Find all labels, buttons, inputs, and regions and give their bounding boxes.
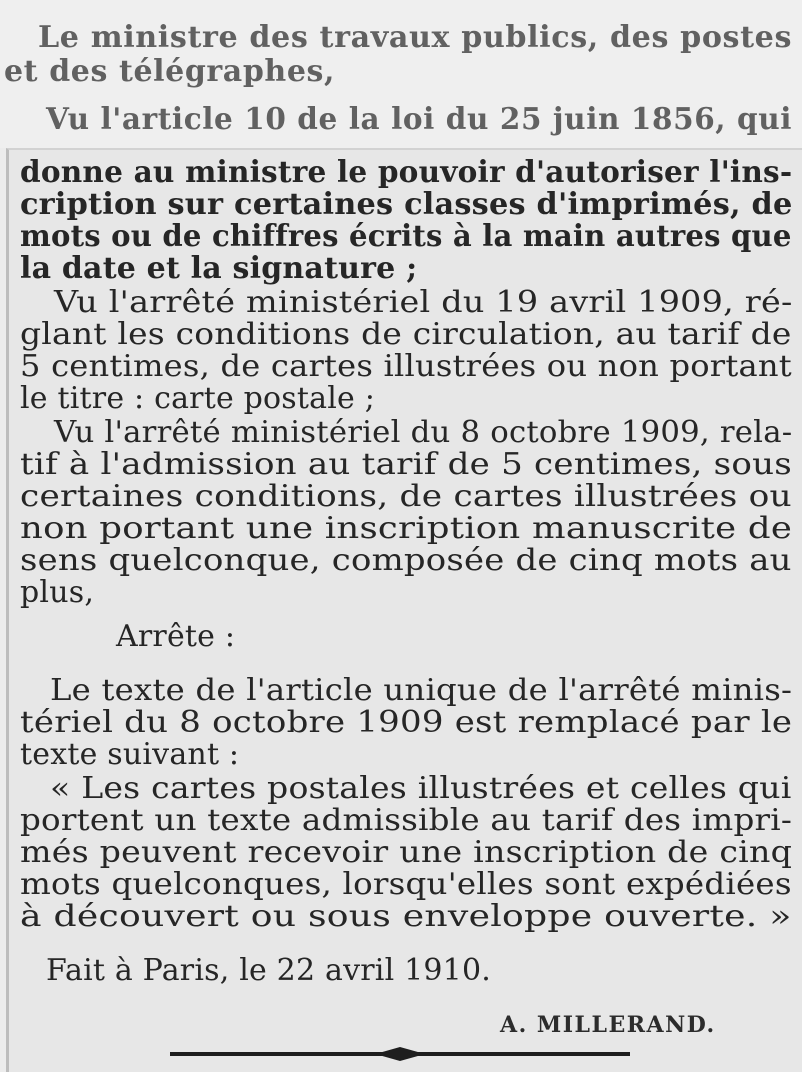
signature: A. MILLERAND. [500, 1012, 716, 1038]
p4-line-3: texte suivant : [20, 737, 240, 772]
p1-line-2: cription sur certaines classes d'imprimés, de [20, 187, 793, 222]
header-strip [0, 0, 802, 148]
p4-line-1: Le texte de l'article unique de l'arrêté minis- [50, 673, 793, 708]
p5-line-1: « Les cartes postales illustrées et celles qui [50, 771, 792, 806]
decorative-rule [170, 1044, 630, 1064]
p3-line-5: sens quelconque, composée de cinq mots au [20, 543, 792, 578]
header-line-1: Le ministre des travaux publics, des postes [38, 20, 793, 55]
p2-line-4: le titre : carte postale ; [20, 381, 376, 416]
date-line: Fait à Paris, le 22 avril 1910. [46, 953, 491, 988]
p3-line-1: Vu l'arrêté ministériel du 8 octobre 1909, rela- [54, 415, 793, 450]
p4-line-2: tériel du 8 octobre 1909 est remplacé par le [20, 705, 793, 740]
p1-line-4: la date et la signature ; [20, 251, 418, 286]
p3-line-6: plus, [20, 575, 95, 610]
header-line-2: et des télégraphes, [4, 54, 336, 89]
p5-line-2: portent un texte admissible au tarif des impri- [20, 803, 793, 838]
p2-line-1: Vu l'arrêté ministériel du 19 avril 1909, ré- [54, 285, 793, 320]
p3-line-2: tif à l'admission au tarif de 5 centimes, sous [20, 447, 792, 482]
p1-line-3: mots ou de chiffres écrits à la main autres que [20, 219, 792, 254]
arrete-heading: Arrête : [116, 619, 236, 654]
p3-line-3: certaines conditions, de cartes illustrées ou [20, 479, 792, 514]
p3-line-4: non portant une inscription manuscrite de [20, 511, 793, 546]
p1-line-1: donne au ministre le pouvoir d'autoriser l'ins- [20, 155, 793, 190]
p2-line-3: 5 centimes, de cartes illustrées ou non portant [20, 349, 792, 384]
header-line-3: Vu l'article 10 de la loi du 25 juin 1856, qui [46, 102, 793, 137]
p5-line-5: à découvert ou sous enveloppe ouverte. » [20, 899, 792, 934]
p5-line-3: més peuvent recevoir une inscription de cinq [20, 835, 793, 870]
p2-line-2: glant les conditions de circulation, au tarif de [20, 317, 792, 352]
p5-line-4: mots quelconques, lorsqu'elles sont expédiées [20, 867, 792, 902]
